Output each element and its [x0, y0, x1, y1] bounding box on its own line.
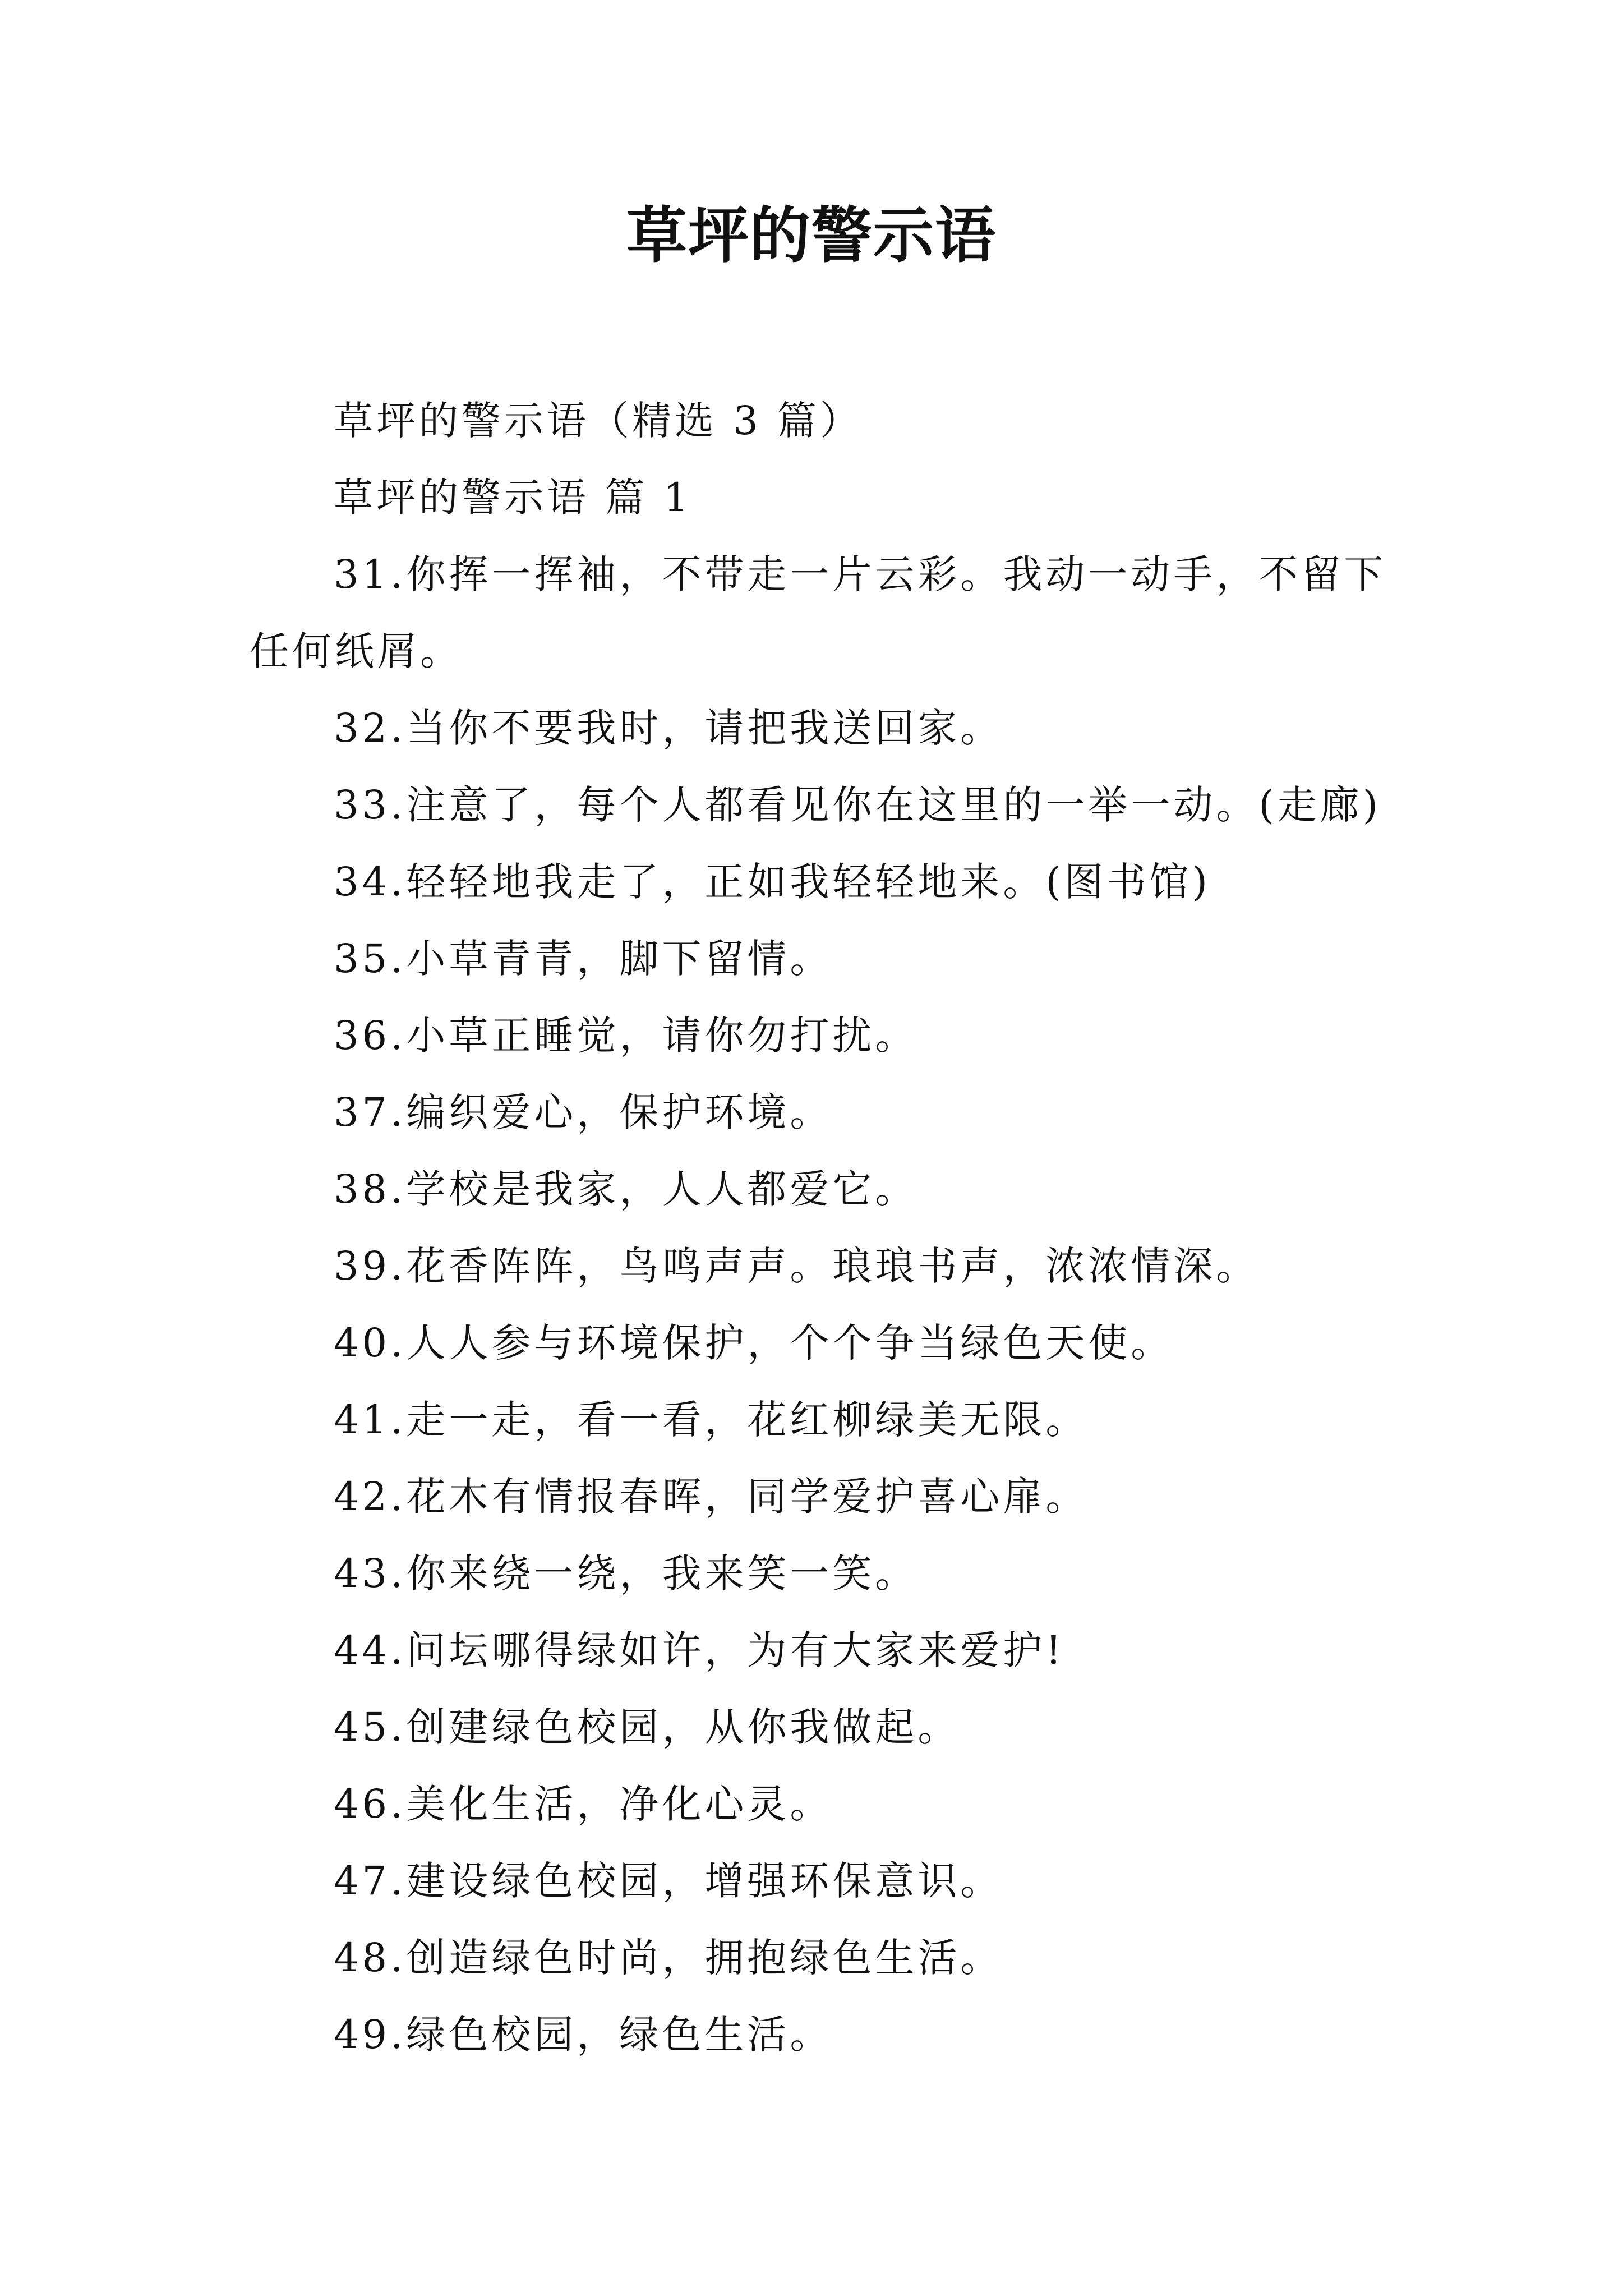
- paragraph-item-45: 45.创建绿色校园，从你我做起。: [334, 1704, 961, 1750]
- paragraph-item-31: 31.你挥一挥袖，不带走一片云彩。我动一动手，不留下任何纸屑。: [250, 551, 1387, 674]
- paragraph-item-37: 37.编织爱心，保护环境。: [334, 1089, 833, 1135]
- paragraph-item-41: 41.走一走，看一看，花红柳绿美无限。: [334, 1397, 1089, 1443]
- paragraph-item-39: 39.花香阵阵，鸟鸣声声。琅琅书声，浓浓情深。: [334, 1243, 1259, 1289]
- paragraph-subtitle: 草坪的警示语（精选 3 篇）: [334, 398, 863, 444]
- paragraph-item-43: 43.你来绕一绕，我来笑一笑。: [334, 1550, 918, 1596]
- paragraph-item-42: 42.花木有情报春晖，同学爱护喜心扉。: [334, 1474, 1089, 1520]
- paragraph-item-38: 38.学校是我家，人人都爱它。: [334, 1166, 918, 1212]
- paragraph-item-36: 36.小草正睡觉，请你勿打扰。: [334, 1013, 918, 1059]
- paragraph-item-44: 44.问坛哪得绿如许，为有大家来爱护!: [334, 1627, 1065, 1673]
- paragraph-item-49: 49.绿色校园，绿色生活。: [334, 2012, 833, 2058]
- document-title: 草坪的警示语: [626, 200, 997, 271]
- paragraph-item-46: 46.美化生活，净化心灵。: [334, 1781, 833, 1827]
- paragraph-item-47: 47.建设绿色校园，增强环保意识。: [334, 1858, 1003, 1904]
- paragraph-item-35: 35.小草青青，脚下留情。: [334, 936, 833, 982]
- paragraph-item-32: 32.当你不要我时，请把我送回家。: [334, 705, 1003, 751]
- document-body: [250, 383, 1396, 2073]
- paragraph-section-heading: 草坪的警示语 篇 1: [334, 475, 693, 521]
- paragraph-item-33: 33.注意了，每个人都看见你在这里的一举一动。(走廊): [334, 782, 1381, 828]
- paragraph-item-34: 34.轻轻地我走了，正如我轻轻地来。(图书馆): [334, 859, 1211, 905]
- paragraph-item-40: 40.人人参与环境保护，个个争当绿色天使。: [334, 1320, 1174, 1366]
- paragraph-item-48: 48.创造绿色时尚，拥抱绿色生活。: [334, 1935, 1003, 1981]
